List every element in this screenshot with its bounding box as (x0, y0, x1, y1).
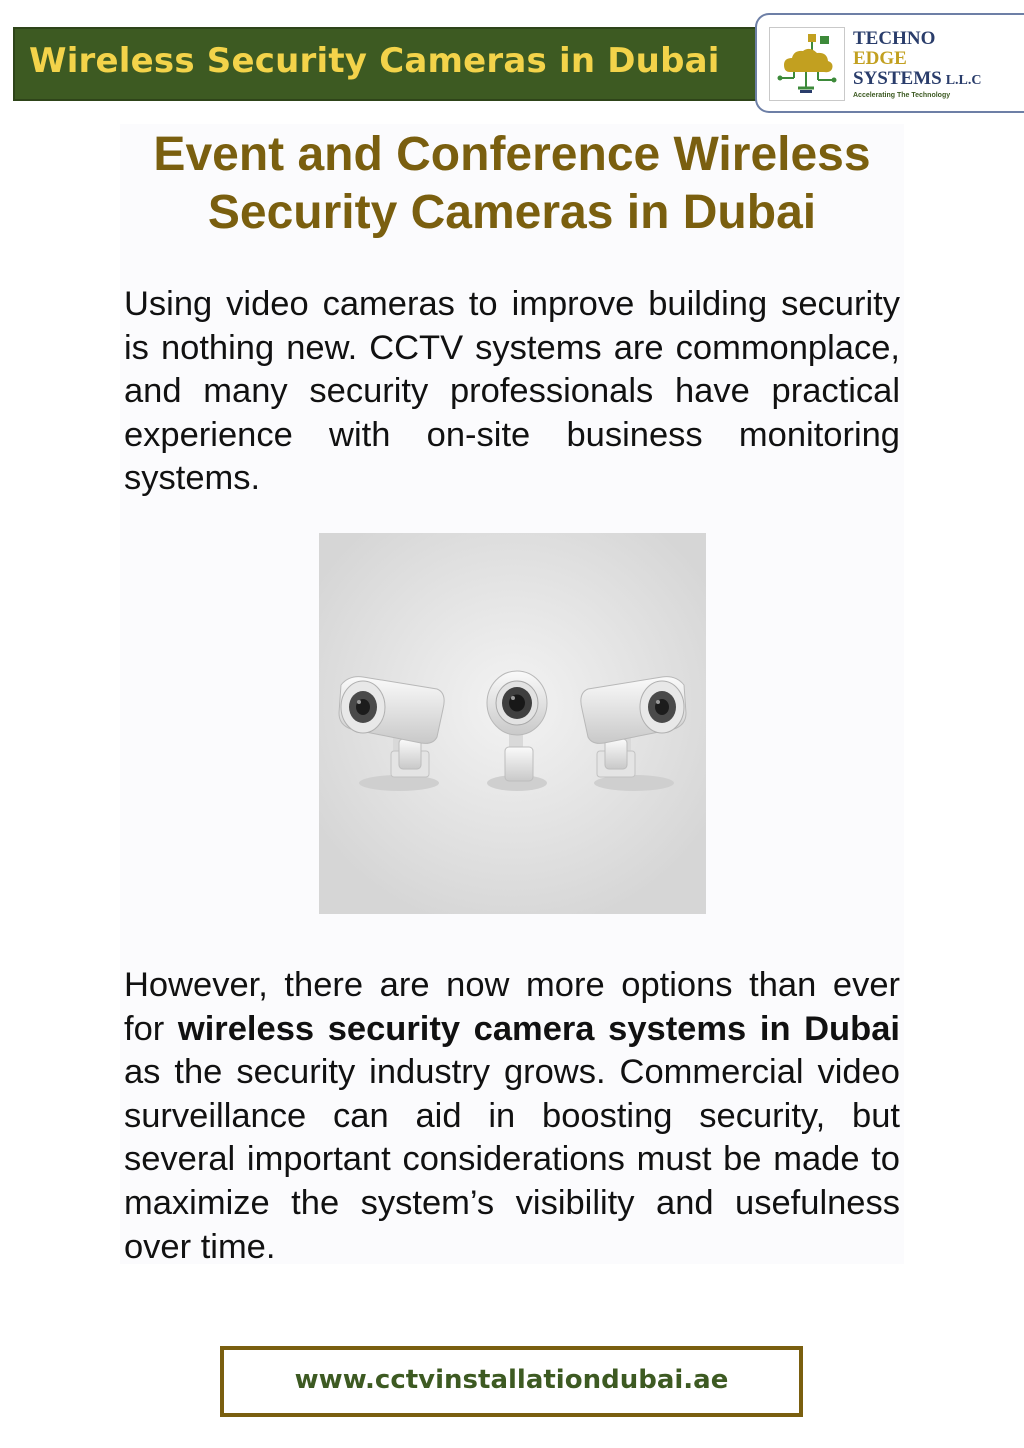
logo-line-systems (853, 69, 982, 91)
heading-line-1: Event and Conference Wireless (153, 128, 871, 181)
paragraph-intro: Using video cameras to improve building security is nothing new. CCTV systems are commonplace, and many security professionals have practical experience with on-site business monitoring systems. (124, 285, 900, 498)
logo-tagline: Accelerating The Technology (853, 92, 951, 99)
company-logo (755, 13, 1024, 113)
logo-llc: L.L.C (945, 73, 982, 88)
website-footer (220, 1346, 803, 1417)
paragraph-options (124, 964, 900, 1269)
paragraph-options-start: However, there are now more options than ever for (124, 966, 900, 1048)
logo-line-techno: TECHNO (853, 28, 936, 49)
cloud-network-icon (769, 27, 845, 101)
heading-line-2: Security Cameras in Dubai (207, 186, 817, 239)
logo-wordmark (853, 29, 982, 99)
header-banner (13, 27, 761, 101)
logo-systems-text: SYSTEMS (853, 68, 942, 89)
banner-title: Wireless Security Cameras in Dubai (29, 41, 720, 81)
logo-line-edge: EDGE (853, 48, 907, 69)
article-heading (120, 126, 904, 242)
security-camera-icon (319, 533, 706, 914)
website-link[interactable]: www.cctvinstallationdubai.ae (294, 1365, 729, 1395)
cctv-cameras-photo (319, 533, 706, 914)
keyword-highlight: wireless security camera systems in Dubai (177, 1009, 900, 1048)
paragraph-options-end: as the security industry grows. Commercial video surveillance can aid in boosting security, but several important considerations must be made to maximize the system’s visibility and usefulness over time. (124, 1053, 900, 1266)
